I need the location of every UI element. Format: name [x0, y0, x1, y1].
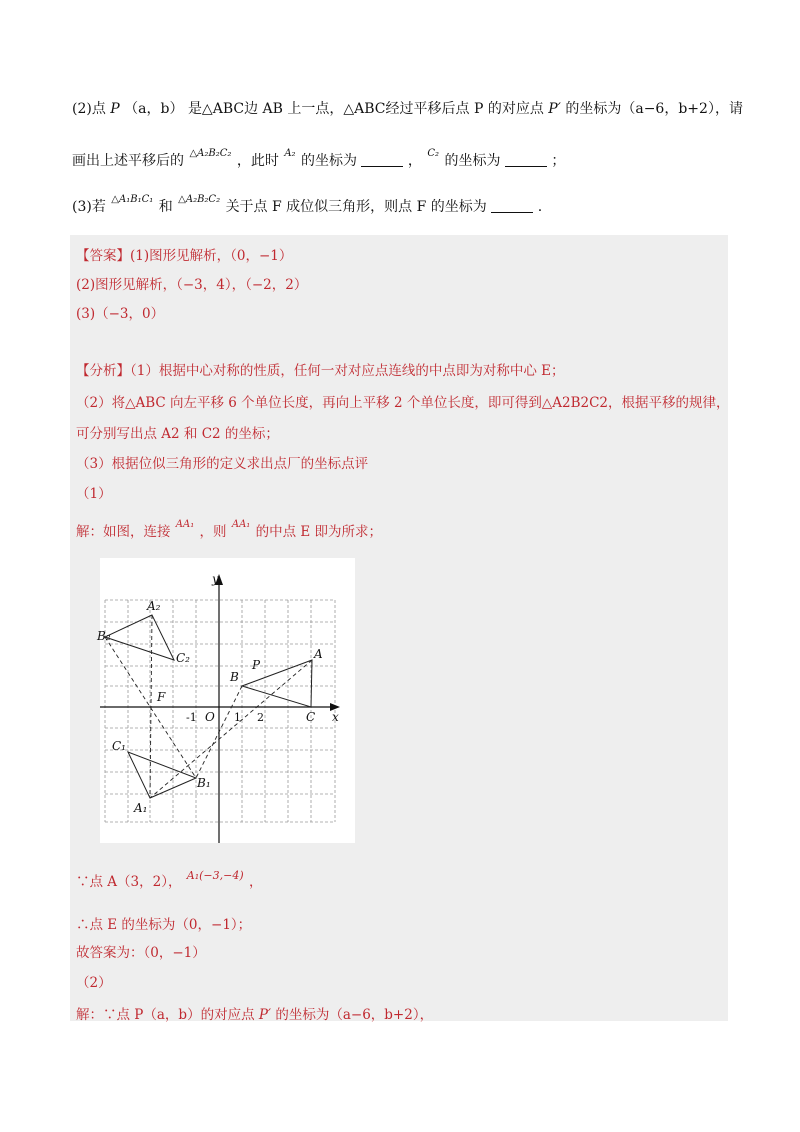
tick-label-2: 2 — [257, 711, 264, 724]
answer-1: (1)图形见解析，（0，−1） — [130, 248, 293, 264]
axis-label-y: y — [212, 572, 219, 586]
label-f: F — [157, 690, 166, 704]
label-a2: A₂ — [147, 599, 161, 613]
therefore-line: ∴点 E 的坐标为（0，−1）； — [76, 917, 252, 933]
label-b1: B₁ — [197, 776, 211, 790]
analysis-line-2: （2）将△ABC 向左平移 6 个单位长度，再向上平移 2 个单位长度，即可得到△A2B2C2，根据平移的规律， — [76, 395, 730, 411]
answer-line-2: (2)图形见解析，（−3，4），（−2，2） — [76, 277, 308, 293]
solution-1-text-b: ，则 — [199, 524, 227, 540]
q2-coords: （a，b） — [124, 101, 184, 117]
label-p: P — [252, 658, 261, 672]
answer-blank-f[interactable] — [491, 200, 533, 213]
label-a: A — [314, 647, 323, 661]
answer-blank-c2[interactable] — [505, 154, 547, 167]
graph-svg — [97, 558, 355, 843]
q2-triangle-a2b2c2: △A₂B₂C₂ — [189, 148, 232, 159]
analysis-line-1 — [76, 359, 564, 379]
q3-text: 关于点 F 成位似三角形，则点 F 的坐标为 — [225, 199, 487, 215]
q2-prefix: (2)点 — [72, 101, 106, 117]
label-c: C — [306, 710, 316, 724]
answer-line-1 — [76, 244, 292, 264]
coordinate-graph — [97, 558, 355, 843]
grid-lines — [105, 600, 335, 822]
q2-semicolon: ； — [551, 153, 566, 169]
solution-1-text-a: 解：如图，连接 — [76, 524, 171, 540]
question-3-line — [72, 196, 542, 216]
solution-2-text-a: 解：∵点 P（a，b）的对应点 — [76, 1007, 255, 1023]
solution-1-label: （1） — [76, 486, 112, 502]
answer-is-line: 故答案为：（0，−1） — [76, 945, 206, 961]
q2-text-2: 的坐标为（a−6，b+2），请 — [565, 101, 743, 117]
q2-line2-mid: ，此时 — [236, 153, 279, 169]
since-comma: ， — [248, 874, 263, 890]
solution-2-label: （2） — [76, 975, 112, 991]
q3-end: . — [537, 199, 543, 215]
analysis-label: 【分析】 — [76, 363, 130, 379]
question-2-line-1 — [72, 98, 743, 118]
label-a1: A₁ — [134, 801, 148, 815]
a1-coordinate: A₁(−3,−4) — [186, 869, 244, 882]
q3-prefix: (3)若 — [72, 199, 106, 215]
solution-2-text-b: 的坐标为（a−6，b+2）， — [275, 1007, 434, 1023]
segment-aa1: AA₁ — [175, 519, 195, 530]
solution-2-pprime: P′ — [258, 1007, 272, 1023]
triangle-a1b1c1 — [128, 752, 196, 798]
q2-a2: A₂ — [284, 148, 296, 159]
since-text: ∵点 A（3，2）， — [76, 874, 182, 890]
solution-1-line — [76, 520, 382, 540]
segment-aa1-2: AA₁ — [231, 519, 251, 530]
q3-and: 和 — [158, 199, 173, 215]
answer-blank-a2[interactable] — [361, 154, 403, 167]
solution-1-text-c: 的中点 E 即为所求； — [255, 524, 383, 540]
label-c1: C₁ — [112, 739, 126, 753]
axis-label-x: x — [332, 710, 339, 724]
solution-2-line — [76, 1003, 433, 1023]
q3-triangle-a1b1c1: △A₁B₁C₁ — [111, 194, 154, 205]
label-b: B — [230, 670, 239, 684]
q3-triangle-a2b2c2: △A₂B₂C₂ — [178, 194, 221, 205]
tick-label-neg1: -1 — [186, 711, 197, 724]
q2-c2: C₂ — [427, 148, 440, 159]
label-b2: B₂ — [97, 629, 111, 643]
analysis-line-4: （3）根据位似三角形的定义求出点厂的坐标点评 — [76, 456, 369, 472]
answer-line-3: (3)（−3，0） — [76, 306, 165, 322]
q2-comma: ， — [407, 153, 422, 169]
answer-label: 【答案】 — [76, 248, 130, 264]
analysis-1: （1）根据中心对称的性质，任何一对对应点连线的中点即为对称中心 E； — [130, 363, 565, 379]
tick-label-1: 1 — [234, 711, 241, 724]
origin-label: O — [205, 710, 215, 724]
q2-pprime: P′ — [548, 101, 561, 117]
question-2-line-2 — [72, 150, 565, 170]
since-line — [76, 870, 262, 890]
analysis-line-3: 可分别写出点 A2 和 C2 的坐标； — [76, 426, 279, 442]
q2-line2-end: 的坐标为 — [444, 153, 501, 169]
label-c2: C₂ — [176, 651, 190, 665]
q2-line2-coord: 的坐标为 — [301, 153, 357, 169]
q2-line2-prefix: 画出上述平移后的 — [72, 153, 184, 169]
q2-point-p: P — [110, 101, 120, 117]
q2-text-1: 是△ABC边 AB 上一点，△ABC经过平移后点 P 的对应点 — [187, 101, 544, 117]
